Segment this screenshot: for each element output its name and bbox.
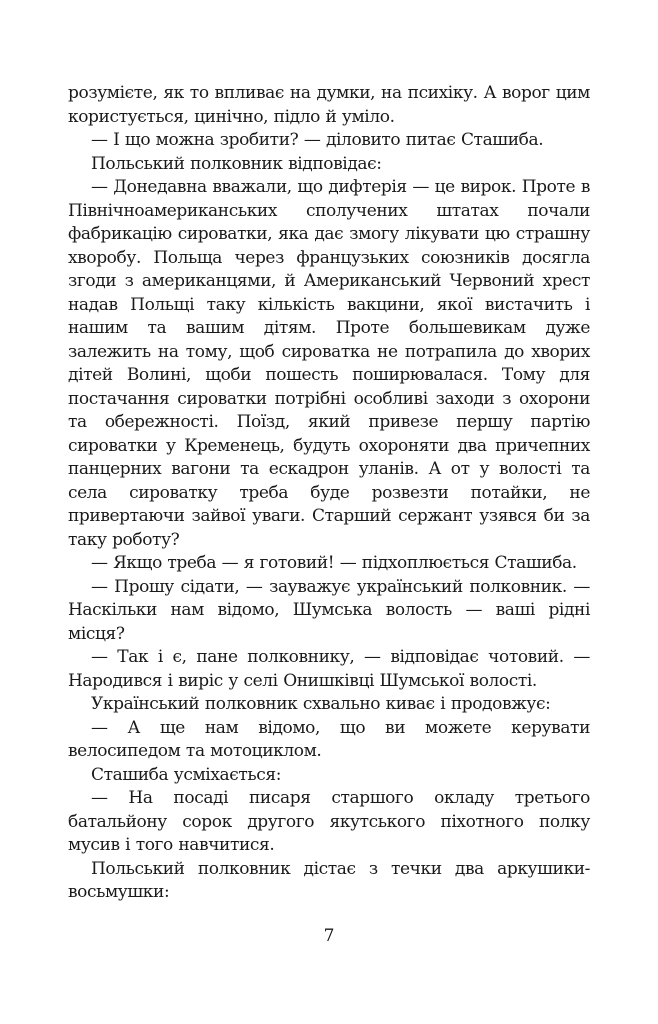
paragraph-continuation: розумієте, як то впливає на думки, на психіку. А ворог цим користується, цинічно, підло й уміло.: [68, 83, 590, 127]
paragraph-dialogue: — Так і є, пане полковнику, — відповідає чотовий. — Народився і виріс у селі Онишківці Шумської волості.: [68, 647, 590, 691]
body-text: [68, 82, 590, 905]
paragraph-dialogue: — Прошу сідати, — зауважує український полковник. — Наскільки нам відомо, Шумська волость — ваші рідні місця?: [68, 576, 590, 644]
paragraph-dialogue: — На посаді писаря старшого окладу третього батальйону сорок другого якутського піхотного полку мусив і того навчитися.: [68, 788, 590, 855]
paragraph: Польський полковник дістає з течки два аркушики-восьмушки:: [68, 858, 590, 902]
paragraph: Український полковник схвально киває і продовжує:: [91, 694, 551, 714]
paragraph-dialogue: — Якщо треба — я готовий! — підхоплюється Сташиба.: [91, 553, 577, 573]
paragraph-dialogue: — І що можна зробити? — діловито питає Сташиба.: [91, 130, 544, 150]
paragraph: Польський полковник відповідає:: [91, 153, 382, 174]
paragraph-dialogue: — А ще нам відомо, що ви можете керувати велосипедом та мотоциклом.: [68, 717, 590, 761]
page-number: 7: [323, 926, 335, 946]
paragraph-dialogue: — Донедавна вважали, що дифтерія — це вирок. Проте в Північноамериканських сполучених штатах почали фабрикацію сироватки, яка дає змогу лікувати цю страшну хворобу. Польща через французьких союзників досягла згоди з американцями, й Американський Червоний хрест надав Польщі таку кількість вакцини, якої вистачить і нашим та вашим дітям. Проте большевикам дуже залежить на тому, щоб сироватка не потрапила до хворих дітей Волині, щоби пошесть поширювалася. Тому для постачання сироватки потрібні особливі заходи з охорони та обережності. Поїзд, який привезе першу партію сироватки у Кременець, будуть охороняти два причепних панцерних вагони та ескадрон уланів. А от у волості та села сироватку треба буде розвезти потайки, не привертаючи зайвої уваги. Старший сержант узявся би за таку роботу?: [68, 177, 590, 550]
paragraph: Сташиба усміхається:: [91, 764, 282, 785]
